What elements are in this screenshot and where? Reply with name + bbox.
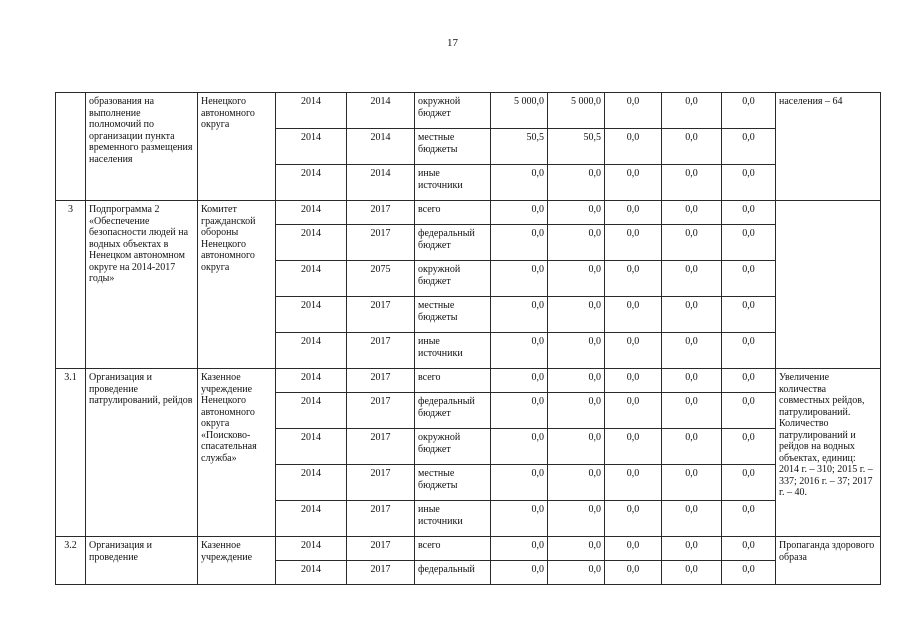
item-number: 3.1 <box>56 369 86 537</box>
start-year: 2014 <box>276 333 347 369</box>
total-amount: 5 000,0 <box>491 93 548 129</box>
amount-2016: 0,0 <box>662 369 722 393</box>
start-year: 2014 <box>276 201 347 225</box>
measure-name: образования на выполнение полномочий по организации пункта временного размещения населения <box>86 93 198 201</box>
end-year: 2017 <box>347 369 415 393</box>
amount-2014: 0,0 <box>548 297 605 333</box>
amount-2015: 0,0 <box>605 429 662 465</box>
total-amount: 0,0 <box>491 465 548 501</box>
amount-2015: 0,0 <box>605 129 662 165</box>
amount-2016: 0,0 <box>662 261 722 297</box>
end-year: 2014 <box>347 93 415 129</box>
total-amount: 0,0 <box>491 393 548 429</box>
amount-2017: 0,0 <box>722 129 776 165</box>
amount-2017: 0,0 <box>722 501 776 537</box>
amount-2017: 0,0 <box>722 93 776 129</box>
amount-2017: 0,0 <box>722 165 776 201</box>
measure-name: Организация и проведение патрулирований, рейдов <box>86 369 198 537</box>
amount-2014: 0,0 <box>548 465 605 501</box>
amount-2016: 0,0 <box>662 129 722 165</box>
funding-source: всего <box>415 201 491 225</box>
amount-2015: 0,0 <box>605 93 662 129</box>
end-year: 2017 <box>347 297 415 333</box>
funding-source: окружной бюджет <box>415 93 491 129</box>
amount-2016: 0,0 <box>662 537 722 561</box>
total-amount: 0,0 <box>491 201 548 225</box>
amount-2014: 0,0 <box>548 393 605 429</box>
amount-2015: 0,0 <box>605 225 662 261</box>
amount-2014: 0,0 <box>548 261 605 297</box>
amount-2015: 0,0 <box>605 561 662 585</box>
end-year: 2014 <box>347 165 415 201</box>
start-year: 2014 <box>276 429 347 465</box>
start-year: 2014 <box>276 93 347 129</box>
total-amount: 0,0 <box>491 165 548 201</box>
start-year: 2014 <box>276 393 347 429</box>
amount-2014: 0,0 <box>548 561 605 585</box>
end-year: 2017 <box>347 201 415 225</box>
measure-name: Подпрограмма 2 «Обеспечение безопасности людей на водных объектах в Ненецком автономном округе на 2014-2017 годы» <box>86 201 198 369</box>
amount-2015: 0,0 <box>605 297 662 333</box>
total-amount: 0,0 <box>491 561 548 585</box>
executor: Ненецкого автономного округа <box>198 93 276 201</box>
amount-2017: 0,0 <box>722 393 776 429</box>
funding-source: всего <box>415 537 491 561</box>
end-year: 2017 <box>347 537 415 561</box>
start-year: 2014 <box>276 561 347 585</box>
amount-2015: 0,0 <box>605 333 662 369</box>
start-year: 2014 <box>276 501 347 537</box>
amount-2014: 0,0 <box>548 165 605 201</box>
amount-2016: 0,0 <box>662 201 722 225</box>
item-number: 3.2 <box>56 537 86 585</box>
expected-result: Пропаганда здорового образа <box>776 537 881 585</box>
total-amount: 0,0 <box>491 537 548 561</box>
amount-2015: 0,0 <box>605 465 662 501</box>
funding-source: иные источники <box>415 165 491 201</box>
program-financing-table <box>55 92 881 585</box>
funding-source: окружной бюджет <box>415 429 491 465</box>
start-year: 2014 <box>276 369 347 393</box>
start-year: 2014 <box>276 297 347 333</box>
amount-2016: 0,0 <box>662 501 722 537</box>
amount-2015: 0,0 <box>605 369 662 393</box>
expected-result: населения – 64 <box>776 93 881 201</box>
table-body <box>56 93 881 585</box>
end-year: 2017 <box>347 393 415 429</box>
amount-2017: 0,0 <box>722 369 776 393</box>
total-amount: 0,0 <box>491 297 548 333</box>
end-year: 2014 <box>347 129 415 165</box>
amount-2017: 0,0 <box>722 333 776 369</box>
total-amount: 0,0 <box>491 333 548 369</box>
start-year: 2014 <box>276 165 347 201</box>
end-year: 2017 <box>347 225 415 261</box>
amount-2017: 0,0 <box>722 225 776 261</box>
amount-2016: 0,0 <box>662 561 722 585</box>
item-number: 3 <box>56 201 86 369</box>
end-year: 2017 <box>347 561 415 585</box>
amount-2017: 0,0 <box>722 429 776 465</box>
table-row <box>56 369 881 393</box>
total-amount: 0,0 <box>491 429 548 465</box>
amount-2016: 0,0 <box>662 165 722 201</box>
funding-source: всего <box>415 369 491 393</box>
amount-2017: 0,0 <box>722 297 776 333</box>
table-row <box>56 93 881 129</box>
amount-2016: 0,0 <box>662 225 722 261</box>
executor: Казенное учреждение <box>198 537 276 585</box>
funding-source: федеральный бюджет <box>415 225 491 261</box>
end-year: 2017 <box>347 429 415 465</box>
end-year: 2017 <box>347 465 415 501</box>
executor: Комитет гражданской обороны Ненецкого автономного округа <box>198 201 276 369</box>
end-year: 2017 <box>347 501 415 537</box>
amount-2016: 0,0 <box>662 465 722 501</box>
expected-result <box>776 201 881 369</box>
amount-2015: 0,0 <box>605 201 662 225</box>
amount-2015: 0,0 <box>605 261 662 297</box>
amount-2015: 0,0 <box>605 537 662 561</box>
expected-result: Увеличение количества совместных рейдов, патрулирований. Количество патрулирований и рейдов на водных объектах, единиц: 2014 г. – 310; 2015 г. – 337; 2016 г. – 37; 2017 г. – 40. <box>776 369 881 537</box>
funding-source: иные источники <box>415 501 491 537</box>
total-amount: 0,0 <box>491 501 548 537</box>
amount-2017: 0,0 <box>722 201 776 225</box>
funding-source: местные бюджеты <box>415 129 491 165</box>
amount-2015: 0,0 <box>605 501 662 537</box>
total-amount: 0,0 <box>491 225 548 261</box>
funding-source: федеральный бюджет <box>415 393 491 429</box>
amount-2015: 0,0 <box>605 393 662 429</box>
amount-2014: 0,0 <box>548 369 605 393</box>
funding-source: местные бюджеты <box>415 297 491 333</box>
amount-2014: 50,5 <box>548 129 605 165</box>
start-year: 2014 <box>276 225 347 261</box>
amount-2014: 0,0 <box>548 429 605 465</box>
funding-source: окружной бюджет <box>415 261 491 297</box>
amount-2016: 0,0 <box>662 333 722 369</box>
start-year: 2014 <box>276 465 347 501</box>
end-year: 2017 <box>347 333 415 369</box>
amount-2017: 0,0 <box>722 465 776 501</box>
amount-2015: 0,0 <box>605 165 662 201</box>
amount-2016: 0,0 <box>662 297 722 333</box>
amount-2016: 0,0 <box>662 93 722 129</box>
funding-source: местные бюджеты <box>415 465 491 501</box>
funding-source: федеральный <box>415 561 491 585</box>
amount-2017: 0,0 <box>722 261 776 297</box>
amount-2016: 0,0 <box>662 393 722 429</box>
amount-2017: 0,0 <box>722 537 776 561</box>
page-number: 17 <box>447 37 458 49</box>
total-amount: 50,5 <box>491 129 548 165</box>
amount-2017: 0,0 <box>722 561 776 585</box>
amount-2014: 0,0 <box>548 225 605 261</box>
start-year: 2014 <box>276 261 347 297</box>
start-year: 2014 <box>276 129 347 165</box>
table-row <box>56 201 881 225</box>
end-year: 2075 <box>347 261 415 297</box>
table-row <box>56 537 881 561</box>
amount-2016: 0,0 <box>662 429 722 465</box>
amount-2014: 0,0 <box>548 333 605 369</box>
start-year: 2014 <box>276 537 347 561</box>
amount-2014: 0,0 <box>548 501 605 537</box>
total-amount: 0,0 <box>491 261 548 297</box>
funding-source: иные источники <box>415 333 491 369</box>
item-number <box>56 93 86 201</box>
executor: Казенное учреждение Ненецкого автономного округа «Поисково-спасательная служба» <box>198 369 276 537</box>
total-amount: 0,0 <box>491 369 548 393</box>
amount-2014: 0,0 <box>548 201 605 225</box>
amount-2014: 5 000,0 <box>548 93 605 129</box>
measure-name: Организация и проведение <box>86 537 198 585</box>
amount-2014: 0,0 <box>548 537 605 561</box>
